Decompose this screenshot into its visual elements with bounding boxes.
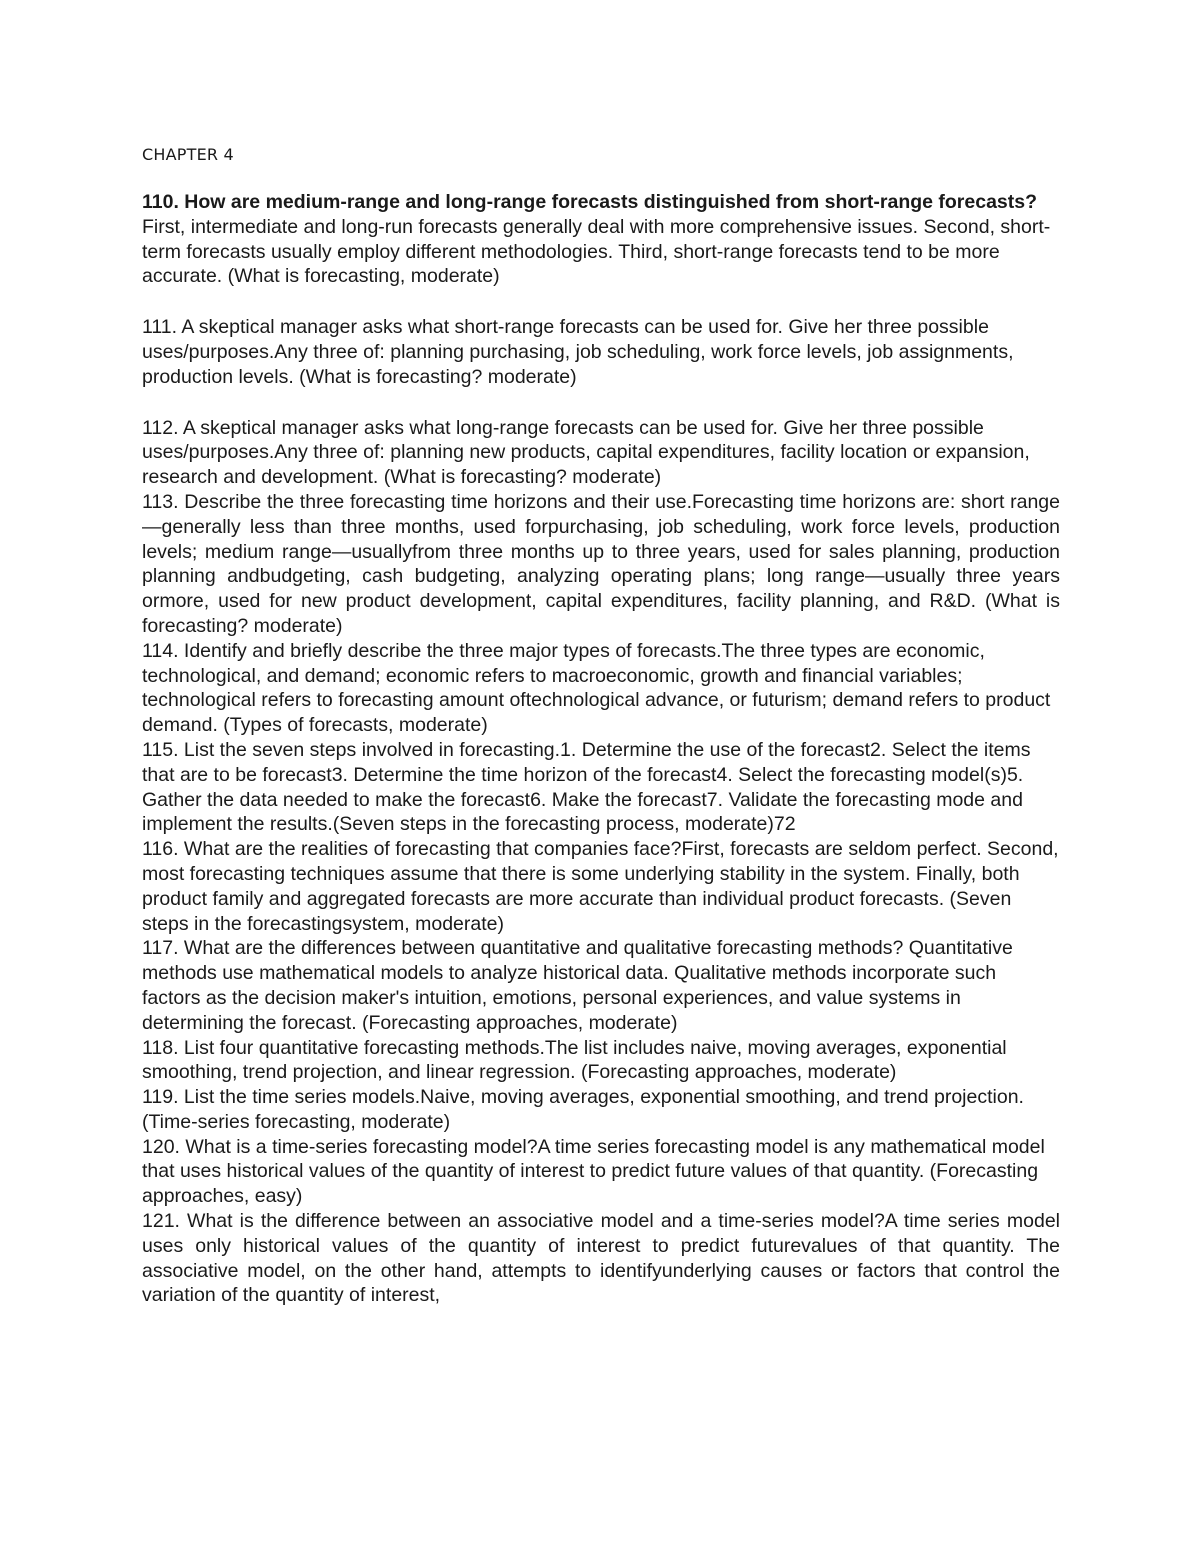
question-110-answer: First, intermediate and long-run forecasts generally deal with more comprehensive issues. Second, short-term forecasts usually employ different methodologies. Third, short-range forecasts tend to be more accurate. (What is forecasting, moderate): [142, 215, 1051, 288]
question-120: 120. What is a time-series forecasting model?A time series forecasting model is any mathematical model that uses historical values of the quantity of interest to predict future values of that quantity. (Forecasting approaches, easy): [142, 1135, 1045, 1208]
question-121: 121. What is the difference between an associative model and a time-series model?A time series model uses only historical values of the quantity of interest to predict futurevalues of that quantity. The associative model, on the other hand, attempts to identifyunderlying causes or factors that control the variation of the quantity of interest,: [142, 1210, 1060, 1307]
question-119: 119. List the time series models.Naive, moving averages, exponential smoothing, and trend projection. (Time-series forecasting, moderate): [142, 1086, 1024, 1133]
question-110-prompt: 110. How are medium-range and long-range forecasts distinguished from short-range forecasts?: [142, 191, 1038, 213]
question-115: 115. List the seven steps involved in forecasting.1. Determine the use of the forecast2. Select the items that are to be forecast3. Determine the time horizon of the forecast4. Select the forecasting model(s)5. Gather the data needed to make the forecast6. Make the forecast7. Validate the forecasting mode and implement the results.(Seven steps in the forecasting process, moderate)72: [142, 738, 1031, 836]
question-116: 116. What are the realities of forecasting that companies face?First, forecasts are seldom perfect. Second, most forecasting techniques assume that there is some underlying stability in the system. Finally, both product family and aggregated forecasts are more accurate than individual product forecasts. (Seven steps in the forecastingsystem, moderate): [142, 838, 1059, 935]
question-110: [142, 190, 1060, 289]
question-111: 111. A skeptical manager asks what short-range forecasts can be used for. Give her three possible uses/purposes.Any three of: planning purchasing, job scheduling, work force levels, job assignments, production levels. (What is forecasting? moderate): [142, 316, 1014, 388]
question-117: 117. What are the differences between quantitative and qualitative forecasting methods? Quantitative methods use mathematical models to analyze historical data. Qualitative methods incorporate such factors as the decision maker's intuition, emotions, personal experiences, and value systems in determining the forecast. (Forecasting approaches, moderate): [142, 937, 1013, 1034]
chapter-heading: CHAPTER 4: [142, 145, 234, 164]
question-118: 118. List four quantitative forecasting methods.The list includes naive, moving averages, exponential smoothing, trend projection, and linear regression. (Forecasting approaches, moderate): [142, 1036, 1007, 1084]
question-113: 113. Describe the three forecasting time horizons and their use.Forecasting time horizons are: short range—generally less than three months, used forpurchasing, job scheduling, work force levels, production levels; medium range—usuallyfrom three months up to three years, used for sales planning, production planning andbudgeting, cash budgeting, analyzing operating plans; long range—usually three years ormore, used for new product development, capital expenditures, facility planning, and R&D. (What is forecasting? moderate): [142, 490, 1060, 637]
document-page: [142, 140, 1060, 1308]
question-112: 112. A skeptical manager asks what long-range forecasts can be used for. Give her three possible uses/purposes.Any three of: planning new products, capital expenditures, facility location or expansion, research and development. (What is forecasting? moderate): [142, 416, 1030, 489]
question-114: 114. Identify and briefly describe the three major types of forecasts.The three types are economic, technological, and demand; economic refers to macroeconomic, growth and financial variables; technological refers to forecasting amount oftechnological advance, or futurism; demand refers to product demand. (Types of forecasts, moderate): [142, 639, 1051, 737]
